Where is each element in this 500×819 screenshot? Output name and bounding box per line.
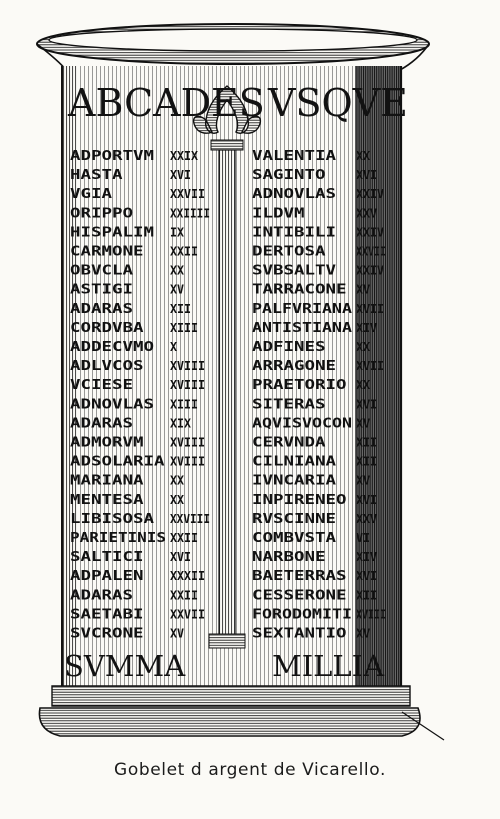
goblet-foot [39,686,444,740]
station-miles: XIX [170,416,192,431]
station-miles: XV [356,626,370,641]
station-name: ORIPPO [70,206,134,222]
station-name: SVBSALTV [252,263,337,279]
station-name: INPIRENEO [252,492,347,508]
station-miles: X [170,340,178,354]
header-right: VSQVE [268,81,408,125]
station-name: PRAETORIO [252,378,347,394]
station-miles: XXII [170,588,198,603]
station-name: VCIESE [70,378,133,394]
station-name: ADARAS [70,301,134,317]
caption: Gobelet d argent de Vicarello. [114,760,386,780]
station-miles: XXIIII [170,206,210,221]
station-name: AQVISVOCON [252,416,353,432]
station-miles: XIII [170,397,198,412]
station-name: ADSOLARIA [70,454,165,470]
station-miles: XII [356,435,377,450]
station-miles: XV [170,282,184,297]
station-miles: XII [356,454,377,469]
header-left: ABCADES [68,81,265,125]
station-name: ANTISTIANA [252,320,353,336]
station-miles: XVIII [170,435,205,450]
station-name: SAETABI [70,607,144,623]
station-miles: XXV [356,206,377,221]
station-name: CORDVBA [70,320,144,336]
station-miles: XIV [356,550,377,565]
station-name: ADPORTVM [70,149,155,164]
station-miles: XVIII [170,454,205,469]
station-name: SVCRONE [70,626,144,642]
station-miles: XXVII [170,187,205,202]
station-miles: XVIII [170,359,205,374]
station-name: CILNIANA [252,454,337,470]
station-miles: XX [356,149,371,163]
station-miles: XV [356,416,370,431]
station-name: ASTIGI [70,282,133,298]
station-name: CARMONE [70,244,144,260]
station-name: VALENTIA [252,149,337,164]
station-miles: XXXII [170,569,205,584]
station-name: COMBVSTA [252,531,337,546]
station-name: CESSERONE [252,588,347,604]
station-miles: XX [356,340,371,354]
station-miles: XVII [356,301,384,316]
station-name: NARBONE [252,550,326,566]
station-name: MENTESA [70,492,144,508]
station-miles: XXII [170,531,198,545]
station-miles: XVI [170,550,191,565]
station-miles: XVI [356,397,377,412]
station-miles: XVIII [356,607,386,622]
station-miles: XXII [170,244,198,259]
station-miles: IX [170,225,185,240]
station-miles: XXIV [356,225,384,240]
station-miles: XXVIII [170,511,210,526]
station-miles: XIII [170,320,198,335]
station-name: DERTOSA [252,244,326,260]
station-miles: XIV [356,320,377,335]
station-name: OBVCLA [70,263,134,279]
station-name: FORODOMITI [252,607,352,623]
station-miles: XX [356,378,371,393]
station-miles: XVI [356,492,377,507]
station-name: BAETERRAS [252,569,347,585]
station-name: ARRAGONE [252,359,336,375]
station-miles: XV [356,282,370,297]
station-miles: VI [356,531,370,545]
station-miles: XVI [170,168,191,183]
station-name: CERVNDA [252,435,326,451]
station-miles: XV [356,473,370,488]
station-name: SITERAS [252,397,326,413]
station-name: ADARAS [70,416,134,432]
station-miles: XX [170,263,185,278]
station-name: ADLVCOS [70,359,144,375]
station-name: SAGINTO [252,168,326,184]
station-miles: XXIX [170,149,199,163]
station-name: PARIETINIS [70,531,167,546]
station-name: PALFVRIANA [252,301,353,317]
station-miles: XXIV [356,187,384,202]
station-name: SEXTANTIO [252,626,347,642]
station-name: HASTA [70,168,123,184]
station-name: ADPALEN [70,569,144,585]
station-name: IVNCARIA [252,473,337,489]
station-name: TARRACONE [252,282,347,298]
station-name: HISPALIM [70,225,155,241]
station-name: ADMORVM [70,435,144,451]
station-name: ADNOVLAS [252,187,337,203]
station-name: VGIA [70,187,113,203]
station-name: SALTICI [70,550,144,566]
station-miles: XV [170,626,184,641]
station-miles: XVIII [170,378,205,393]
station-miles: XX [170,473,185,488]
station-name: MARIANA [70,473,144,489]
station-name: ADFINES [252,340,326,355]
station-miles: XVI [356,569,377,584]
station-miles: XII [170,301,191,316]
station-name: ADARAS [70,588,134,604]
station-name: ILDVM [252,206,305,222]
station-miles: XVI [356,168,377,183]
station-miles: XII [356,588,377,603]
station-name: LIBISOSA [70,511,155,527]
goblet-rim [37,24,429,70]
footer-right: MILLIA [272,649,385,683]
station-name: ADNOVLAS [70,397,155,413]
station-miles: XX [170,492,185,507]
station-name: ADDECVMO [70,340,155,355]
station-miles: XXV [356,511,377,526]
footer-left: SVMMA [64,649,186,683]
station-miles: XXVII [356,244,386,259]
station-miles: XXIV [356,263,384,278]
station-miles: XVII [356,359,384,374]
station-miles: XXVII [170,607,205,622]
station-name: RVSCINNE [252,511,336,527]
station-name: INTIBILI [252,225,336,241]
